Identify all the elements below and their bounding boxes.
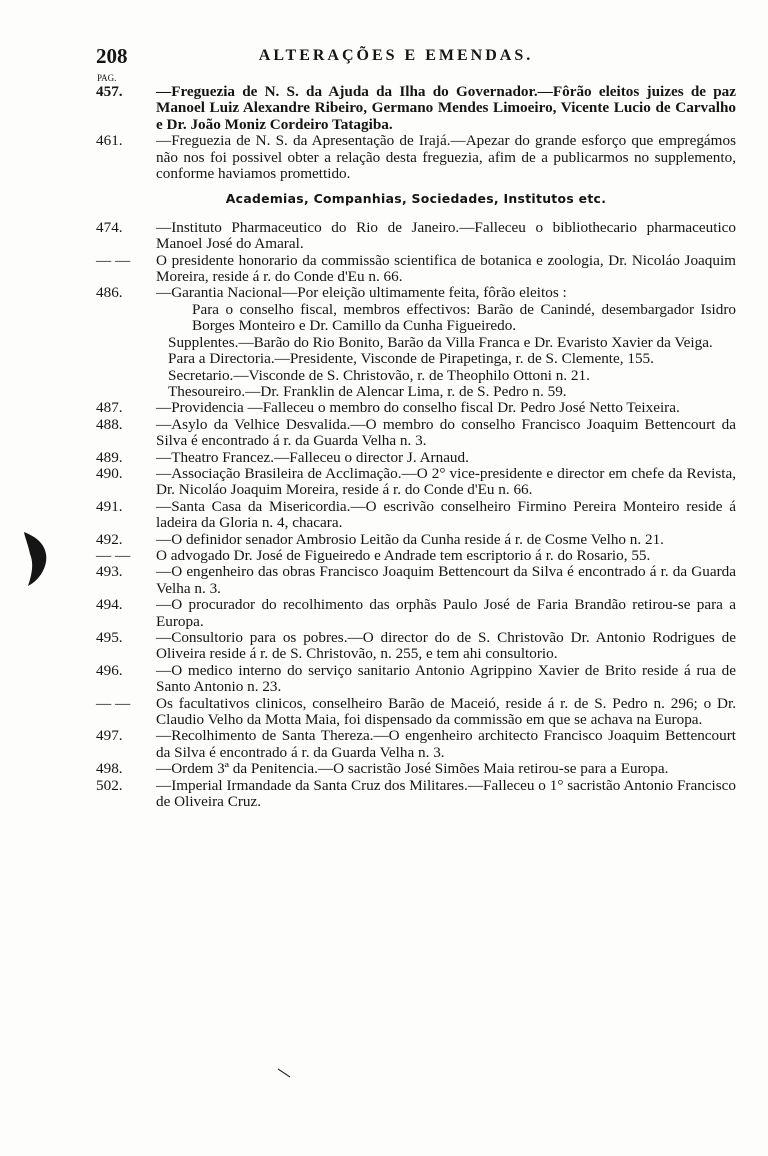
list-item bbox=[96, 220, 736, 253]
entry-text: —O definidor senador Ambrosio Leitão da Cunha reside á r. de Cosme Velho n. 21. bbox=[156, 530, 664, 548]
entry-number: 461. bbox=[96, 132, 123, 150]
entry-number: 491. bbox=[96, 497, 123, 515]
list-item bbox=[96, 761, 736, 777]
entry-number: — — bbox=[96, 694, 131, 712]
entry-text: O presidente honorario da commissão scientifica de botanica e zoologia, Dr. Nicoláo Joaquim Moreira, reside á r. do Conde d'Eu n. 66. bbox=[156, 251, 736, 286]
entry-number: 493. bbox=[96, 563, 123, 581]
entry-text: —Asylo da Velhice Desvalida.—O membro do conselho Francisco Joaquim Bettencourt da Silva é encontrado á r. da Guarda Velha n. 3. bbox=[156, 415, 736, 450]
page-body bbox=[96, 84, 736, 810]
list-item bbox=[96, 84, 736, 133]
entry-text: Para a Directoria.—Presidente, Visconde de Pirapetinga, r. de S. Clemente, 155. bbox=[168, 350, 654, 368]
entry-number: 498. bbox=[96, 760, 123, 778]
entry-number: 494. bbox=[96, 596, 123, 614]
entry-number: 487. bbox=[96, 399, 123, 417]
entry-text: —O procurador do recolhimento das orphãs Paulo José de Faria Brandão retirou-se para a Europa. bbox=[156, 596, 736, 630]
list-item bbox=[96, 597, 736, 630]
entry-text: —Santa Casa da Misericordia.—O escrivão conselheiro Firmino Pereira Monteiro reside á ladeira da Gloria n. 4, chacara. bbox=[156, 497, 736, 532]
list-item bbox=[96, 368, 736, 384]
list-item bbox=[96, 417, 736, 450]
entry-text: —Recolhimento de Santa Thereza.—O engenheiro architecto Francisco Joaquim Bettencourt da Silva é encontrado á r. da Guarda Velha n. 3. bbox=[156, 727, 736, 761]
entry-number: 474. bbox=[96, 218, 123, 236]
entry-list bbox=[96, 220, 736, 811]
list-item bbox=[96, 466, 736, 499]
page-number: 208 bbox=[96, 44, 128, 68]
entry-text: —Freguezia de N. S. da Apresentação de Irajá.—Apezar do grande esforço que empregámos não nos foi possivel obter a relação desta freguezia, afim de a publicarmos no supplemento, conforme haviamos promettido. bbox=[156, 132, 736, 183]
entry-text: —Garantia Nacional—Por eleição ultimamente feita, fôrão eleitos : bbox=[156, 284, 567, 302]
list-item bbox=[96, 335, 736, 351]
list-item bbox=[96, 663, 736, 696]
entry-number: 497. bbox=[96, 727, 123, 745]
column-label: PAG. bbox=[97, 73, 117, 83]
entry-text: Secretario.—Visconde de S. Christovão, r. de Theophilo Ottoni n. 21. bbox=[168, 366, 590, 384]
list-item bbox=[96, 351, 736, 367]
entry-text: —O engenheiro das obras Francisco Joaquim Bettencourt da Silva é encontrado á r. da Guarda Velha n. 3. bbox=[156, 563, 736, 597]
ink-stain-mark bbox=[22, 530, 48, 588]
entry-number: 486. bbox=[96, 284, 123, 302]
intro-entries bbox=[96, 84, 736, 182]
entry-text: O advogado Dr. José de Figueiredo e Andrade tem escriptorio á r. do Rosario, 55. bbox=[156, 546, 651, 564]
pen-mark bbox=[277, 1068, 291, 1078]
list-item bbox=[96, 384, 736, 400]
running-head: ALTERAÇÕES E EMENDAS. bbox=[258, 47, 534, 64]
entry-text: —O medico interno do serviço sanitario Antonio Agrippino Xavier de Brito reside á rua de Santo Antonio n. 23. bbox=[156, 661, 736, 696]
entry-number: 492. bbox=[96, 530, 123, 548]
entry-text: Para o conselho fiscal, membros effectivos: Barão de Canindé, desembargador Isidro Borges Monteiro e Dr. Camillo da Cunha Figueiredo. bbox=[192, 300, 736, 335]
section-title: Academias, Companhias, Sociedades, Institutos etc. bbox=[225, 191, 607, 207]
page-header bbox=[96, 44, 696, 72]
list-item bbox=[96, 133, 736, 182]
list-item bbox=[96, 400, 736, 416]
list-item bbox=[96, 728, 736, 761]
entry-text: —Providencia —Falleceu o membro do conselho fiscal Dr. Pedro José Netto Teixeira. bbox=[156, 399, 680, 417]
entry-number: 502. bbox=[96, 776, 123, 794]
entry-text: —Imperial Irmandade da Santa Cruz dos Militares.—Falleceu o 1° sacristão Antonio Francisco de Oliveira Cruz. bbox=[156, 776, 736, 811]
list-item bbox=[96, 499, 736, 532]
entry-number: — — bbox=[96, 251, 131, 269]
list-item bbox=[96, 696, 736, 729]
list-item bbox=[96, 778, 736, 811]
entry-text: Thesoureiro.—Dr. Franklin de Alencar Lima, r. de S. Pedro n. 59. bbox=[168, 382, 567, 400]
list-item bbox=[96, 302, 736, 335]
list-item bbox=[96, 285, 736, 301]
entry-text: Os facultativos clinicos, conselheiro Barão de Maceió, reside á r. de S. Pedro n. 296; o Dr. Claudio Velho da Motta Maia, foi dispensado da commissão em que se achava na Europa. bbox=[156, 694, 736, 729]
entry-text: —Freguezia de N. S. da Ajuda da Ilha do Governador.—Fôrão eleitos juizes de paz Manoel Luiz Alexandre Ribeiro, Germano Mendes Limoeiro, Vicente Lucio de Carvalho e Dr. João Moniz Cordeiro Tatagiba. bbox=[156, 83, 736, 133]
list-item bbox=[96, 548, 736, 564]
entry-number: 489. bbox=[96, 448, 123, 466]
list-item bbox=[96, 450, 736, 466]
list-item bbox=[96, 564, 736, 597]
entry-text: —Associação Brasileira de Acclimação.—O 2° vice-presidente e director em chefe da Revista, Dr. Nicoláo Joaquim Moreira, reside á r. do Conde d'Eu n. 66. bbox=[156, 464, 736, 499]
entry-text: —Ordem 3ª da Penitencia.—O sacristão José Simões Maia retirou-se para a Europa. bbox=[156, 760, 669, 778]
entry-number: 488. bbox=[96, 415, 123, 433]
entry-text: —Instituto Pharmaceutico do Rio de Janeiro.—Falleceu o bibliothecario pharmaceutico Manoel José do Amaral. bbox=[156, 218, 736, 253]
entry-number: 457. bbox=[96, 83, 123, 100]
entry-number: 495. bbox=[96, 629, 123, 646]
entry-text: Supplentes.—Barão do Rio Bonito, Barão da Villa Franca e Dr. Evaristo Xavier da Veiga. bbox=[168, 333, 713, 351]
entry-number: 490. bbox=[96, 464, 123, 482]
list-item bbox=[96, 532, 736, 548]
entry-text: —Consultorio para os pobres.—O director do de S. Christovão Dr. Antonio Rodrigues de Oliveira reside á r. de S. Christovão, n. 255, e tem ahi consultorio. bbox=[156, 629, 736, 663]
entry-number: 496. bbox=[96, 661, 123, 679]
list-item bbox=[96, 630, 736, 663]
entry-text: —Theatro Francez.—Falleceu o director J. Arnaud. bbox=[156, 448, 469, 466]
list-item bbox=[96, 253, 736, 286]
entry-number: — — bbox=[96, 546, 131, 564]
